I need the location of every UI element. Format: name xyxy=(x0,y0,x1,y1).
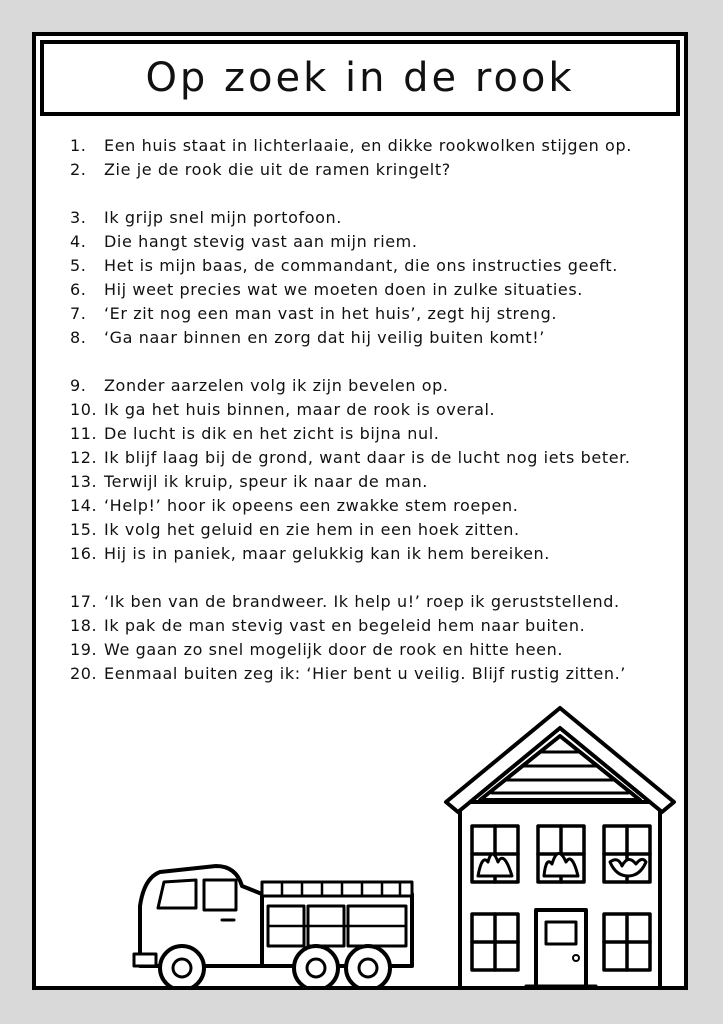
line-6: 6. Hij weet precies wat we moeten doen in zulke situaties. xyxy=(70,280,583,299)
line-12: 12. Ik blijf laag bij de grond, want daar is de lucht nog iets beter. xyxy=(70,448,631,467)
fire-truck-icon xyxy=(134,866,412,986)
numbered-lines xyxy=(70,134,670,686)
line-15: 15. Ik volg het geluid en zie hem in een hoek zitten. xyxy=(70,520,520,539)
line-16: 16. Hij is in paniek, maar gelukkig kan ik hem bereiken. xyxy=(70,544,550,563)
line-3: 3. Ik grijp snel mijn portofoon. xyxy=(70,208,342,227)
line-14: 14. ‘Help!’ hoor ik opeens een zwakke stem roepen. xyxy=(70,496,519,515)
page-title: Op zoek in de rook xyxy=(145,55,575,101)
line-18: 18. Ik pak de man stevig vast en begeleid hem naar buiten. xyxy=(70,616,586,635)
worksheet xyxy=(32,32,688,990)
line-7: 7. ‘Er zit nog een man vast in het huis’, zegt hij streng. xyxy=(70,304,558,323)
line-20: 20. Eenmaal buiten zeg ik: ‘Hier bent u veilig. Blijf rustig zitten.’ xyxy=(70,664,626,683)
burning-house-icon xyxy=(446,708,674,986)
line-4: 4. Die hangt stevig vast aan mijn riem. xyxy=(70,232,418,251)
line-1: 1. Een huis staat in lichterlaaie, en dikke rookwolken stijgen op. xyxy=(70,136,632,155)
line-13: 13. Terwijl ik kruip, speur ik naar de man. xyxy=(70,472,428,491)
line-8: 8. ‘Ga naar binnen en zorg dat hij veilig buiten komt!’ xyxy=(70,328,545,347)
line-10: 10. Ik ga het huis binnen, maar de rook is overal. xyxy=(70,400,496,419)
line-19: 19. We gaan zo snel mogelijk door de rook en hitte heen. xyxy=(70,640,564,659)
line-5: 5. Het is mijn baas, de commandant, die ons instructies geeft. xyxy=(70,256,618,275)
title-box xyxy=(40,40,680,116)
line-17: 17. ‘Ik ben van de brandweer. Ik help u!’ roep ik geruststellend. xyxy=(70,592,620,611)
line-9: 9. Zonder aarzelen volg ik zijn bevelen op. xyxy=(70,376,449,395)
line-11: 11. De lucht is dik en het zicht is bijna nul. xyxy=(70,424,440,443)
line-2: 2. Zie je de rook die uit de ramen kringelt? xyxy=(70,160,451,179)
